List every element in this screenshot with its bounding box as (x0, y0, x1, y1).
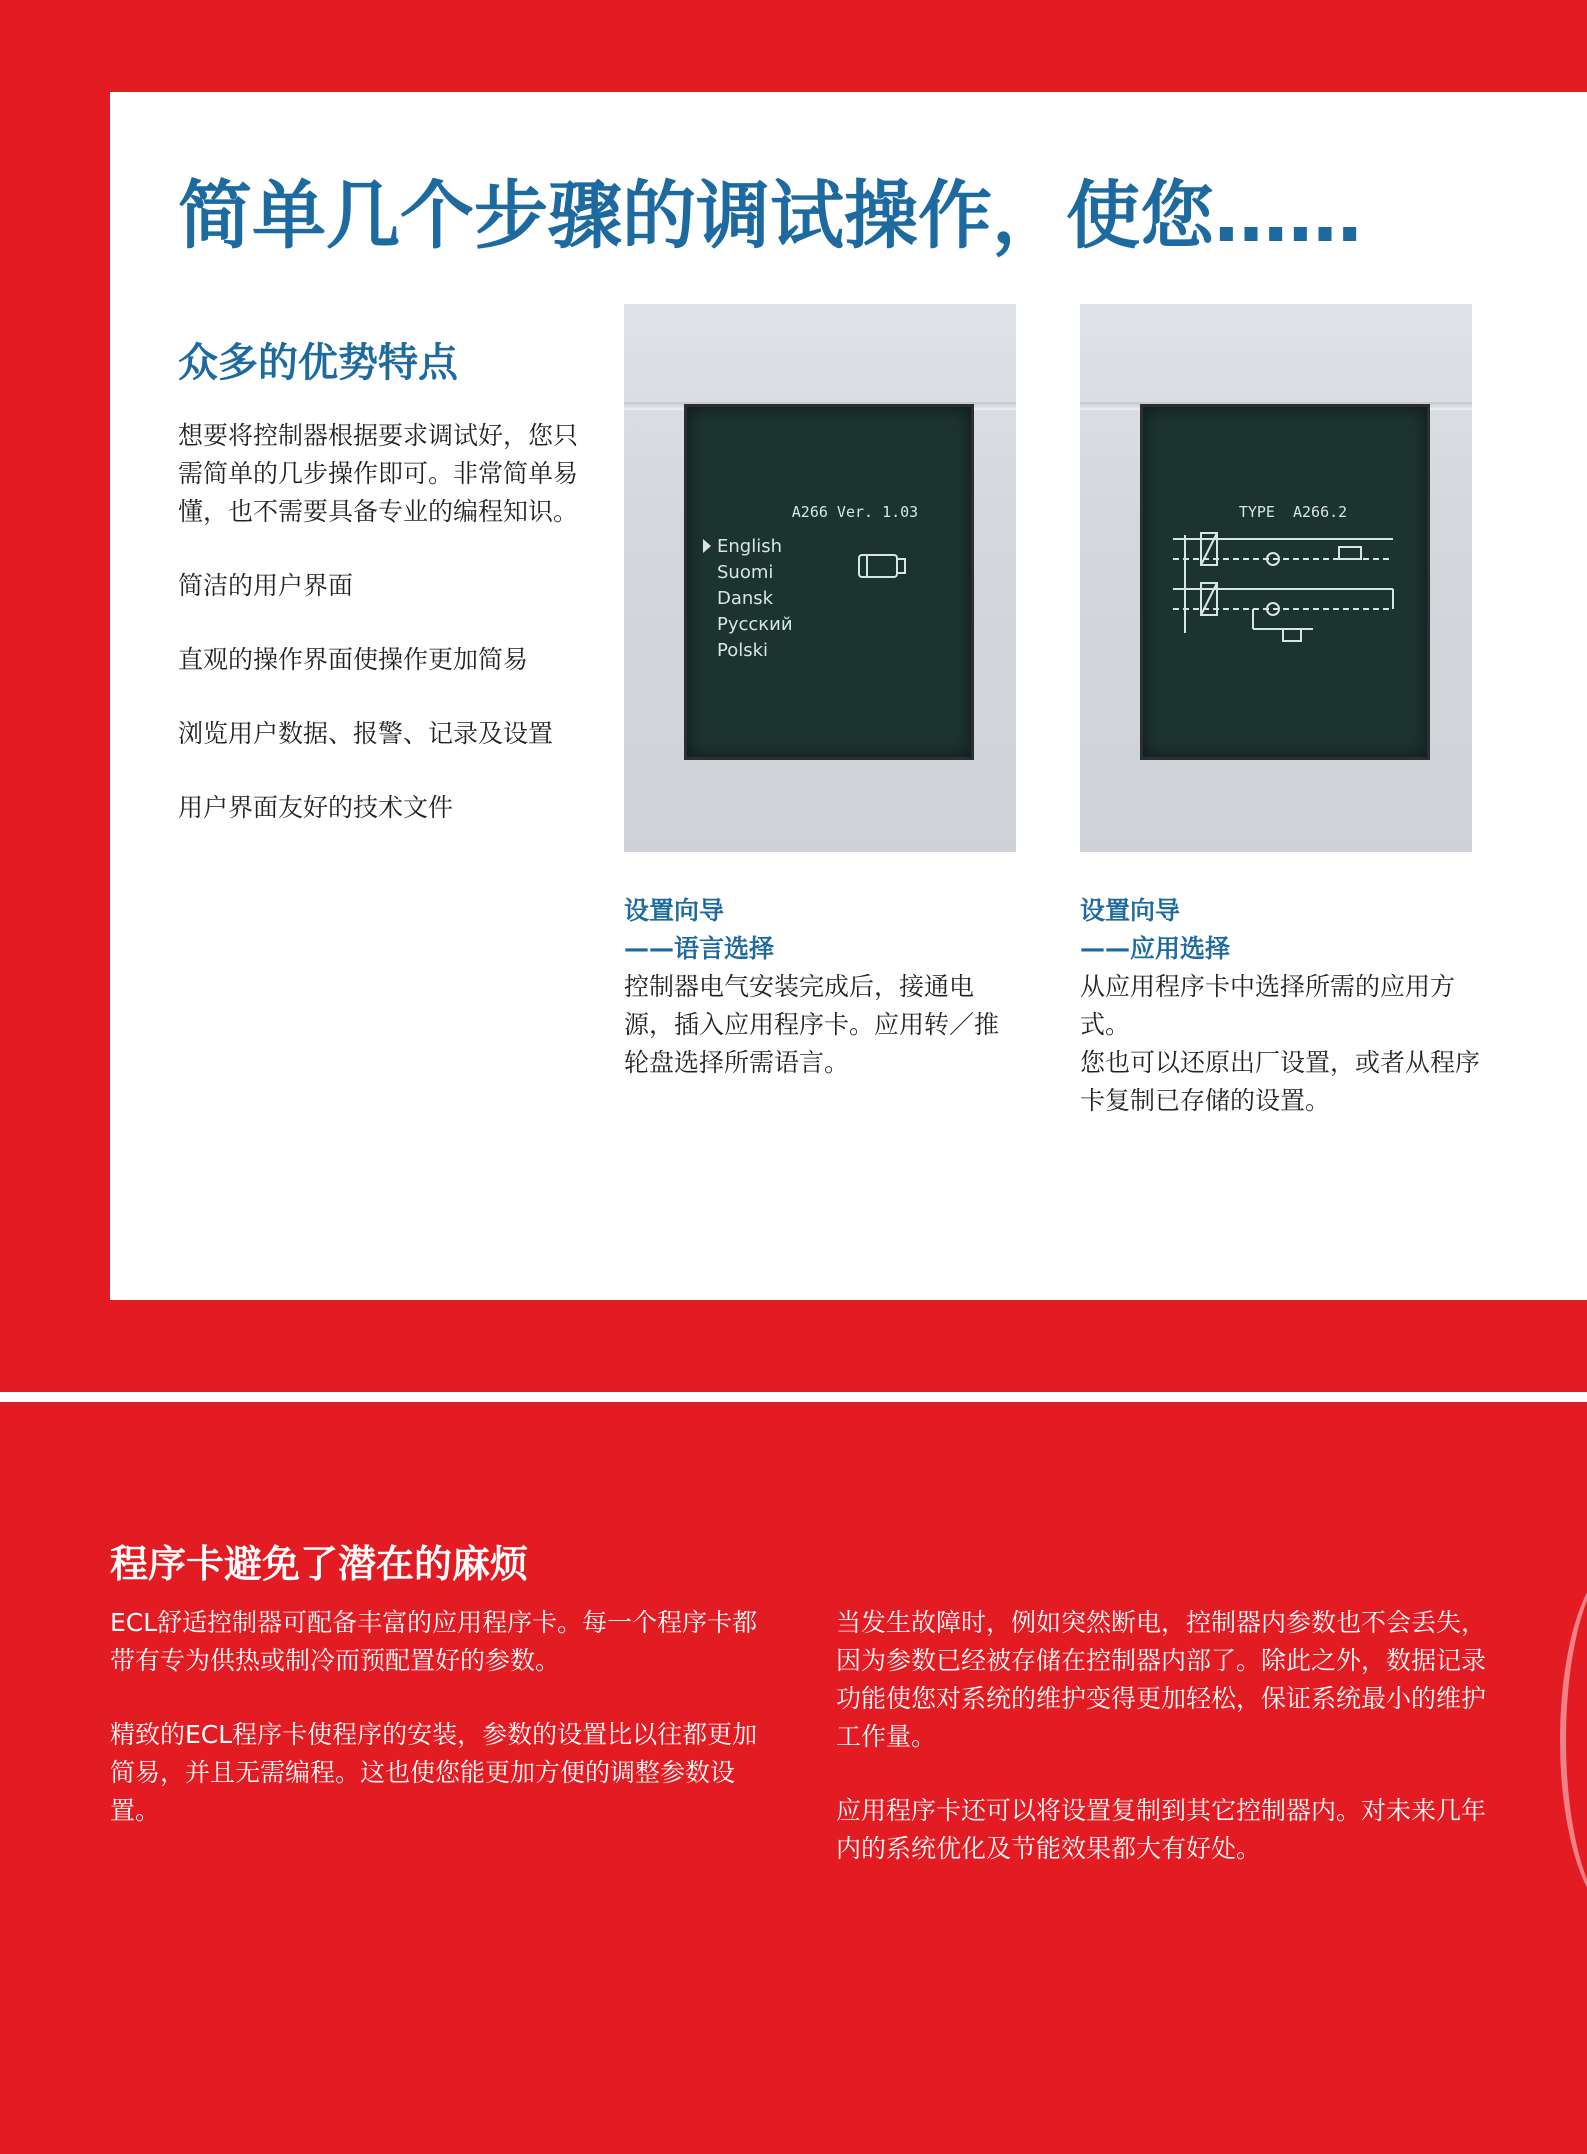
advantages-column (178, 337, 598, 827)
paragraph: 应用程序卡还可以将设置复制到其它控制器内。对未来几年内的系统优化及节能效果都大有好处。 (836, 1796, 1487, 1863)
program-card-right-column (836, 1604, 1486, 1904)
program-card-left-column (110, 1604, 760, 1866)
caption-body: 从应用程序卡中选择所需的应用方式。 (1080, 972, 1456, 1039)
language-option: Polski (717, 640, 769, 661)
card-slot-icon (859, 555, 905, 577)
controller-screen (1140, 404, 1430, 760)
language-option: English (717, 536, 782, 557)
caption-subtitle: ——语言选择 (624, 934, 775, 963)
caption-body: 您也可以还原出厂设置，或者从程序卡复制已存储的设置。 (1080, 1048, 1481, 1115)
decorative-arc (1560, 1560, 1587, 1920)
caption-title: 设置向导 (624, 896, 725, 925)
paragraph: 当发生故障时，例如突然断电，控制器内参数也不会丢失，因为参数已经被存储在控制器内部了。除此之外，数据记录功能使您对系统的维护变得更加轻松，保证系统最小的维护工作量。 (836, 1608, 1487, 1751)
language-menu-display (687, 407, 971, 757)
controller-screen (684, 404, 974, 760)
controller-photo-application (1080, 304, 1472, 852)
language-option: Русский (717, 614, 793, 635)
paragraph: 精致的ECL程序卡使程序的安装，参数的设置比以往都更加简易，并且无需编程。这也使您能更加方便的调整参数设置。 (110, 1720, 758, 1825)
application-caption (1080, 892, 1490, 1120)
language-option: Dansk (717, 588, 774, 609)
language-option: Suomi (717, 562, 774, 583)
selection-arrow-icon (703, 539, 711, 553)
language-caption (624, 892, 1016, 1082)
feature-item: 浏览用户数据、报警、记录及设置 (178, 719, 554, 748)
section-title: 众多的优势特点 (178, 340, 458, 386)
hydraulic-diagram-icon (1173, 533, 1393, 641)
application-wizard-card (1080, 304, 1481, 1120)
feature-item: 直观的操作界面使操作更加简易 (178, 645, 529, 674)
feature-item: 用户界面友好的技术文件 (178, 793, 454, 822)
screen-type-label: TYPE A266.2 (1238, 503, 1348, 521)
screen-version-label: A266 Ver. 1.03 (791, 503, 919, 521)
intro-text: 想要将控制器根据要求调试好，您只需简单的几步操作即可。非常简单易懂，也不需要具备专业的编程知识。 (178, 421, 579, 526)
language-wizard-card (624, 304, 1016, 1082)
caption-body: 控制器电气安装完成后，接通电源，插入应用程序卡。应用转／推轮盘选择所需语言。 (624, 972, 1000, 1077)
caption-title: 设置向导 (1080, 896, 1181, 925)
top-content-panel (110, 92, 1587, 1300)
paragraph: ECL舒适控制器可配备丰富的应用程序卡。每一个程序卡都带有专为供热或制冷而预配置好的参数。 (110, 1608, 758, 1675)
page-title: 简单几个步骤的调试操作，使您…… (178, 173, 1362, 259)
application-diagram-display (1143, 407, 1427, 757)
section-divider (0, 1392, 1587, 1402)
feature-item: 简洁的用户界面 (178, 571, 354, 600)
program-card-title: 程序卡避免了潜在的麻烦 (110, 1542, 529, 1586)
caption-subtitle: ——应用选择 (1080, 934, 1231, 963)
controller-photo-language (624, 304, 1016, 852)
